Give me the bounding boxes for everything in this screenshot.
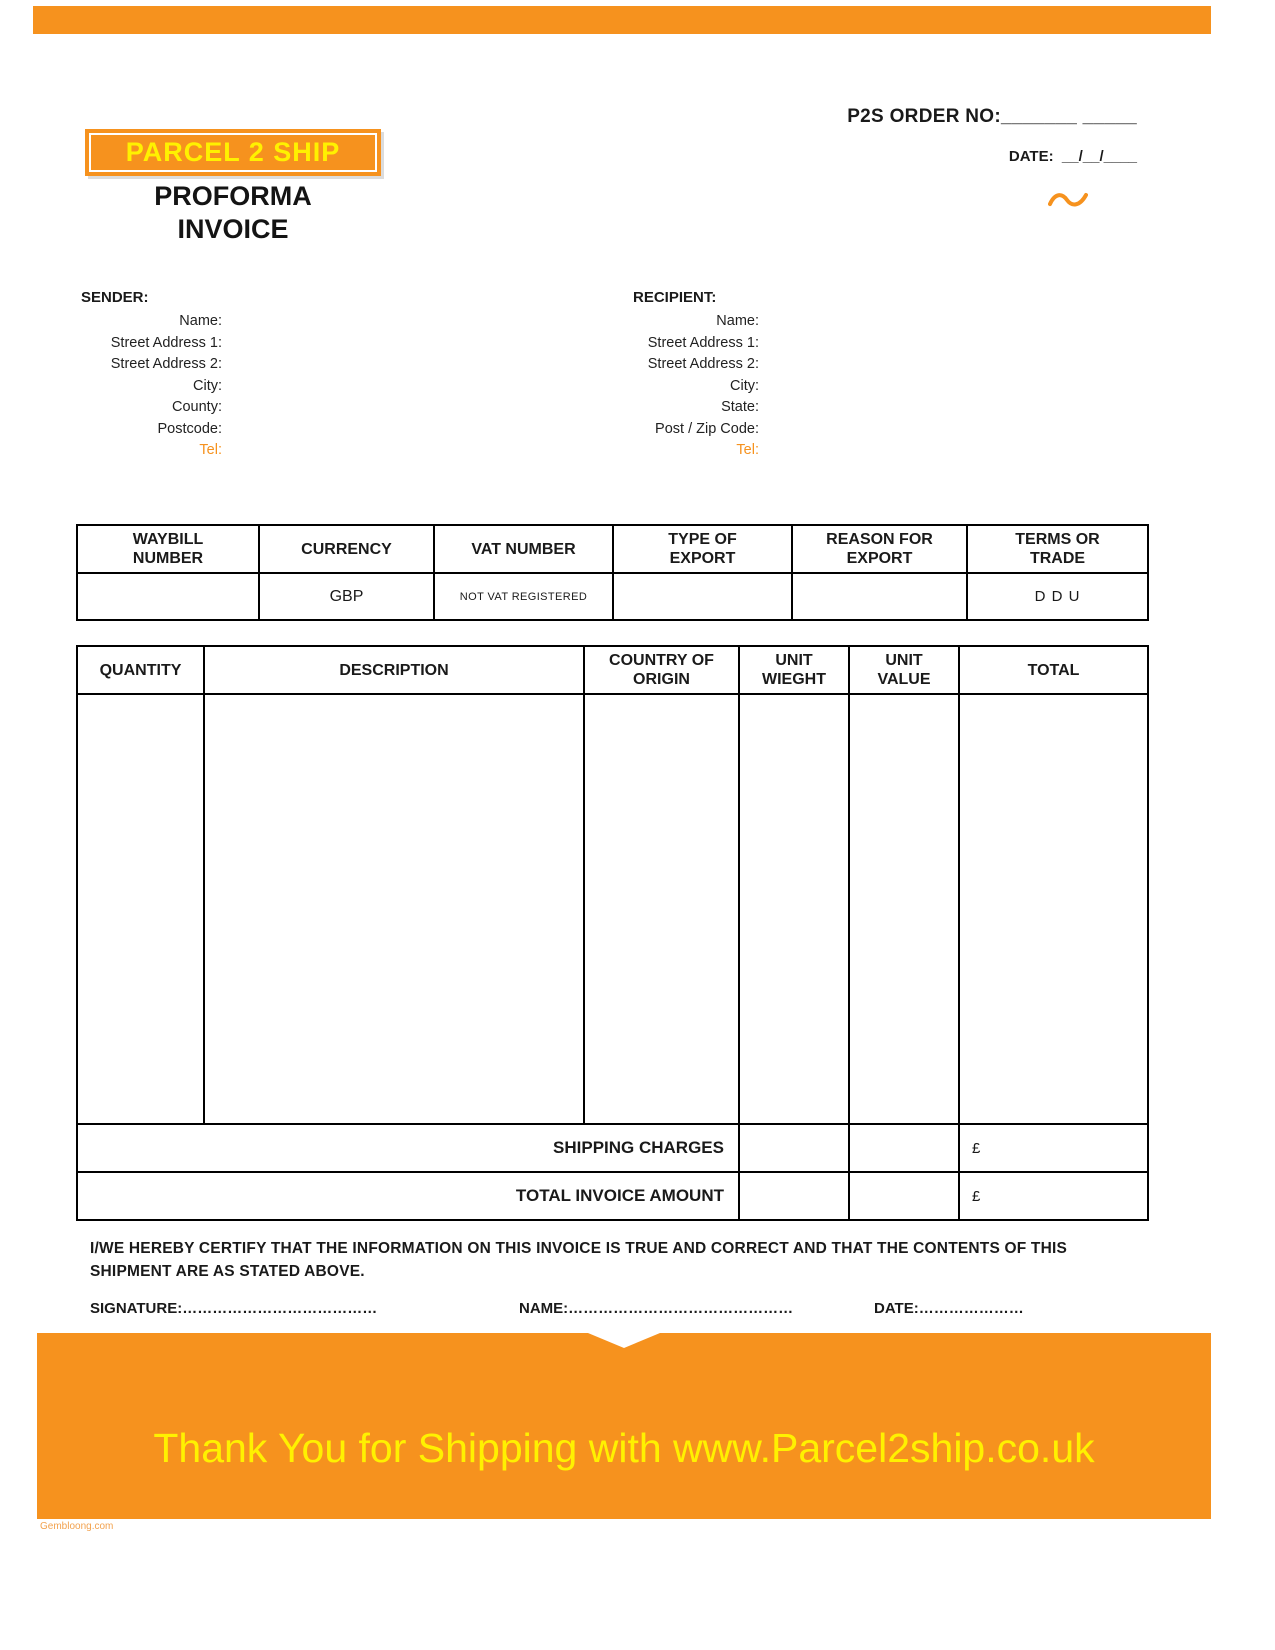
recipient-state-label: State: bbox=[721, 399, 759, 415]
total-invoice-label: TOTAL INVOICE AMOUNT bbox=[77, 1172, 739, 1220]
header-total: TOTAL bbox=[959, 646, 1148, 694]
signature-date-label: DATE:………………… bbox=[874, 1300, 1024, 1317]
header-waybill-number: WAYBILL NUMBER bbox=[77, 525, 259, 573]
items-empty-row bbox=[77, 694, 1148, 1124]
swoosh-icon bbox=[1048, 190, 1088, 212]
unit-weight-cell bbox=[739, 694, 849, 1124]
header-currency: CURRENCY bbox=[259, 525, 434, 573]
recipient-city-label: City: bbox=[730, 377, 759, 394]
certification-statement: I/WE HEREBY CERTIFY THAT THE INFORMATION ON THIS INVOICE IS TRUE AND CORRECT AND THAT THE CONTENTS OF THIS SHIPMENT ARE AS STATED ABOVE. bbox=[90, 1240, 1068, 1280]
recipient-tel-label: Tel: bbox=[736, 442, 759, 458]
currency-cell: GBP bbox=[259, 573, 434, 620]
sender-postcode-label: Postcode: bbox=[157, 420, 222, 437]
shipment-info-table bbox=[76, 524, 1149, 621]
footer-notch bbox=[588, 1333, 660, 1348]
signature-label: SIGNATURE:………………………………… bbox=[90, 1300, 378, 1317]
unit-value-cell bbox=[849, 694, 959, 1124]
shipping-unit-value-cell bbox=[849, 1124, 959, 1172]
waybill-number-cell bbox=[77, 573, 259, 620]
header-vat-number: VAT NUMBER bbox=[434, 525, 613, 573]
total-invoice-row bbox=[77, 1172, 1148, 1220]
type-of-export-cell bbox=[613, 573, 792, 620]
watermark-text: Gembloong.com bbox=[40, 1521, 114, 1532]
header-description: DESCRIPTION bbox=[204, 646, 584, 694]
footer-message: Thank You for Shipping with www.Parcel2ship.co.uk bbox=[153, 1425, 1095, 1471]
header-reason-for-export: REASON FOR EXPORT bbox=[792, 525, 967, 573]
recipient-street1-label: Street Address 1: bbox=[647, 334, 759, 351]
header-quantity: QUANTITY bbox=[77, 646, 204, 694]
sender-street1-label: Street Address 1: bbox=[110, 334, 222, 351]
reason-for-export-cell bbox=[792, 573, 967, 620]
country-of-origin-cell bbox=[584, 694, 739, 1124]
recipient-name-label: Name: bbox=[716, 313, 759, 329]
sender-street2-label: Street Address 2: bbox=[110, 356, 222, 372]
sender-city-label: City: bbox=[193, 377, 222, 394]
sender-fields bbox=[80, 311, 222, 462]
header-terms-or-trade: TERMS OR TRADE bbox=[967, 525, 1148, 573]
header-unit-value: UNIT VALUE bbox=[849, 646, 959, 694]
footer-banner bbox=[37, 1333, 1211, 1519]
brand-logo-frame bbox=[89, 133, 377, 172]
items-header-row bbox=[77, 646, 1148, 694]
items-table bbox=[76, 645, 1149, 1221]
document-title-line2: INVOICE bbox=[177, 214, 289, 244]
shipping-charges-label: SHIPPING CHARGES bbox=[77, 1124, 739, 1172]
header-type-of-export: TYPE OF EXPORT bbox=[613, 525, 792, 573]
total-unit-value-cell bbox=[849, 1172, 959, 1220]
shipment-info-header-row bbox=[77, 525, 1148, 573]
shipping-charges-row bbox=[77, 1124, 1148, 1172]
brand-logo bbox=[85, 129, 381, 176]
sender-tel-label: Tel: bbox=[199, 442, 222, 458]
document-title-line1: PROFORMA bbox=[154, 181, 312, 211]
recipient-street2-label: Street Address 2: bbox=[647, 356, 759, 372]
total-cell bbox=[959, 694, 1148, 1124]
sender-name-label: Name: bbox=[179, 313, 222, 329]
sender-heading: SENDER: bbox=[81, 289, 149, 306]
header-date-label: DATE: __/__/____ bbox=[1008, 148, 1137, 165]
recipient-fields bbox=[640, 311, 759, 462]
total-invoice-amount-cell: £ bbox=[959, 1172, 1148, 1220]
recipient-zip-label: Post / Zip Code: bbox=[655, 420, 759, 437]
sender-county-label: County: bbox=[172, 399, 222, 415]
recipient-heading: RECIPIENT: bbox=[633, 289, 717, 306]
quantity-cell bbox=[77, 694, 204, 1124]
brand-logo-text: PARCEL 2 SHIP bbox=[125, 137, 341, 167]
header-unit-weight: UNIT WIEGHT bbox=[739, 646, 849, 694]
signatory-name-label: NAME:……………………………………… bbox=[519, 1300, 794, 1317]
shipment-info-value-row bbox=[77, 573, 1148, 620]
terms-or-trade-cell: D D U bbox=[967, 573, 1148, 620]
header-country-of-origin: COUNTRY OF ORIGIN bbox=[584, 646, 739, 694]
shipping-charges-amount-cell: £ bbox=[959, 1124, 1148, 1172]
vat-number-cell: NOT VAT REGISTERED bbox=[434, 573, 613, 620]
shipping-unit-weight-cell bbox=[739, 1124, 849, 1172]
top-accent-bar bbox=[33, 6, 1211, 34]
total-unit-weight-cell bbox=[739, 1172, 849, 1220]
document-title bbox=[85, 180, 381, 246]
order-number-label: P2S ORDER NO:_______ _____ bbox=[847, 106, 1137, 127]
description-cell bbox=[204, 694, 584, 1124]
